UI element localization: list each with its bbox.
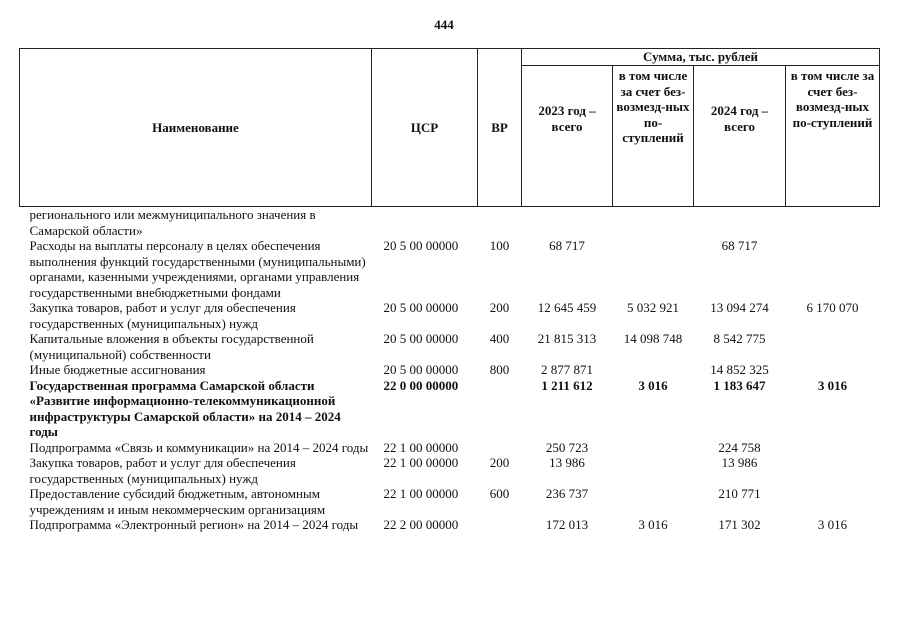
cell-2023-free: 3 016 <box>638 517 668 532</box>
cell-name: Подпрограмма «Связь и коммуникации» на 2014 – 2024 годы <box>29 439 369 455</box>
cell-csr: 20 5 00 00000 <box>383 238 459 253</box>
cell-vr <box>478 378 522 440</box>
cell-2023-free: 3 016 <box>638 377 668 393</box>
header-csr: ЦСР <box>372 49 478 207</box>
cell-csr: 22 1 00 00000 <box>383 486 459 501</box>
cell-vr: 100 <box>489 238 510 253</box>
cell-2024-total: 224 758 <box>718 439 761 455</box>
header-2023-free: в том числе за счет без-возмезд-ных по-ступлений <box>613 66 694 207</box>
table-row <box>20 455 880 486</box>
table-header <box>20 49 880 207</box>
cell-vr <box>478 207 522 239</box>
cell-2024-total: 68 717 <box>721 238 758 253</box>
cell-vr: 600 <box>489 486 510 501</box>
cell-2023-total: 236 737 <box>545 486 589 501</box>
table-body <box>20 207 880 533</box>
cell-2024-free <box>786 455 880 486</box>
cell-2024-free <box>786 486 880 517</box>
cell-csr: 22 1 00 00000 <box>383 439 459 455</box>
page-number: 444 <box>434 17 454 32</box>
table-row <box>20 331 880 362</box>
cell-2023-free <box>613 440 694 456</box>
cell-2024-total: 13 986 <box>721 455 758 470</box>
cell-2023-free <box>613 238 694 300</box>
cell-vr <box>478 517 522 533</box>
cell-2024-total: 13 094 274 <box>710 300 769 315</box>
cell-2024-free <box>786 207 880 239</box>
table-row <box>20 300 880 331</box>
cell-2024-free <box>786 440 880 456</box>
cell-2023-free <box>613 362 694 378</box>
cell-2023-total <box>522 207 613 239</box>
cell-csr: 22 1 00 00000 <box>383 455 459 470</box>
budget-table <box>19 48 880 533</box>
cell-name: Закупка товаров, работ и услуг для обеспечения государственных (муниципальных) нужд <box>29 300 296 331</box>
cell-2024-free: 3 016 <box>817 517 848 532</box>
cell-2024-total: 14 852 325 <box>710 362 769 377</box>
cell-name: Предоставление субсидий бюджетным, автономным учреждениям и иным некоммерческим организациям <box>29 486 326 517</box>
table-row <box>20 486 880 517</box>
header-2023-total: 2023 год – всего <box>522 66 613 207</box>
cell-vr: 400 <box>489 331 510 346</box>
cell-2023-total: 12 645 459 <box>537 300 597 315</box>
cell-2023-total: 2 877 871 <box>541 362 593 377</box>
cell-name: Закупка товаров, работ и услуг для обеспечения государственных (муниципальных) нужд <box>29 455 296 486</box>
cell-csr: 20 5 00 00000 <box>383 300 459 315</box>
cell-csr: 22 0 00 00000 <box>383 377 459 393</box>
cell-2023-total: 172 013 <box>545 517 589 532</box>
cell-2024-total <box>694 207 786 239</box>
header-2024-free: в том числе за счет без-возмезд-ных по-ступлений <box>786 66 880 207</box>
header-name: Наименование <box>20 49 372 207</box>
cell-2023-free: 14 098 748 <box>623 331 683 346</box>
cell-2023-total: 13 986 <box>549 455 585 470</box>
cell-2023-free: 5 032 921 <box>627 300 679 315</box>
cell-2024-free <box>786 238 880 300</box>
table-row <box>20 440 880 456</box>
cell-2023-total: 250 723 <box>545 439 589 455</box>
header-2024-total: 2024 год – всего <box>694 66 786 207</box>
cell-vr: 200 <box>489 455 510 470</box>
cell-2024-total: 171 302 <box>718 517 761 532</box>
cell-vr: 200 <box>489 300 510 315</box>
cell-name: Иные бюджетные ассигнования <box>29 362 206 377</box>
cell-2023-free <box>613 486 694 517</box>
cell-vr <box>478 440 522 456</box>
table-row <box>20 378 880 440</box>
cell-2024-free: 3 016 <box>817 377 848 393</box>
cell-2024-free: 6 170 070 <box>806 300 859 315</box>
cell-name: Расходы на выплаты персоналу в целях обеспечения выполнения функций государственными (муниципальными) органами, казенными учреждениями, органами управления государственными внебюджетными фондами <box>29 238 366 300</box>
cell-2024-total: 8 542 775 <box>713 331 766 346</box>
table-row <box>20 362 880 378</box>
table-row <box>20 238 880 300</box>
cell-name: регионального или межмуниципального значения в Самарской области» <box>29 207 316 238</box>
table-row <box>20 207 880 239</box>
table-row <box>20 517 880 533</box>
cell-csr: 20 5 00 00000 <box>383 362 459 377</box>
cell-2024-free <box>786 362 880 378</box>
cell-2023-total: 21 815 313 <box>537 331 597 346</box>
cell-2023-total: 68 717 <box>549 238 585 253</box>
cell-csr <box>372 207 478 239</box>
cell-csr: 22 2 00 00000 <box>383 517 459 532</box>
cell-2023-free <box>613 455 694 486</box>
cell-name: Государственная программа Самарской области «Развитие информационно-телекоммуникационной инфраструктуры Самарской области» на 2014 – 2024 годы <box>29 377 341 439</box>
cell-2023-total: 1 211 612 <box>541 377 593 393</box>
cell-2024-total: 1 183 647 <box>713 377 766 393</box>
header-vr: ВР <box>478 49 522 207</box>
cell-2024-total: 210 771 <box>718 486 761 501</box>
cell-2023-free <box>613 207 694 239</box>
cell-csr: 20 5 00 00000 <box>383 331 459 346</box>
cell-vr: 800 <box>489 362 510 377</box>
cell-2024-free <box>786 331 880 362</box>
cell-name: Подпрограмма «Электронный регион» на 2014 – 2024 годы <box>29 517 359 532</box>
cell-name: Капитальные вложения в объекты государственной (муниципальной) собственности <box>29 331 314 362</box>
header-sum-group: Сумма, тыс. рублей <box>522 49 880 66</box>
